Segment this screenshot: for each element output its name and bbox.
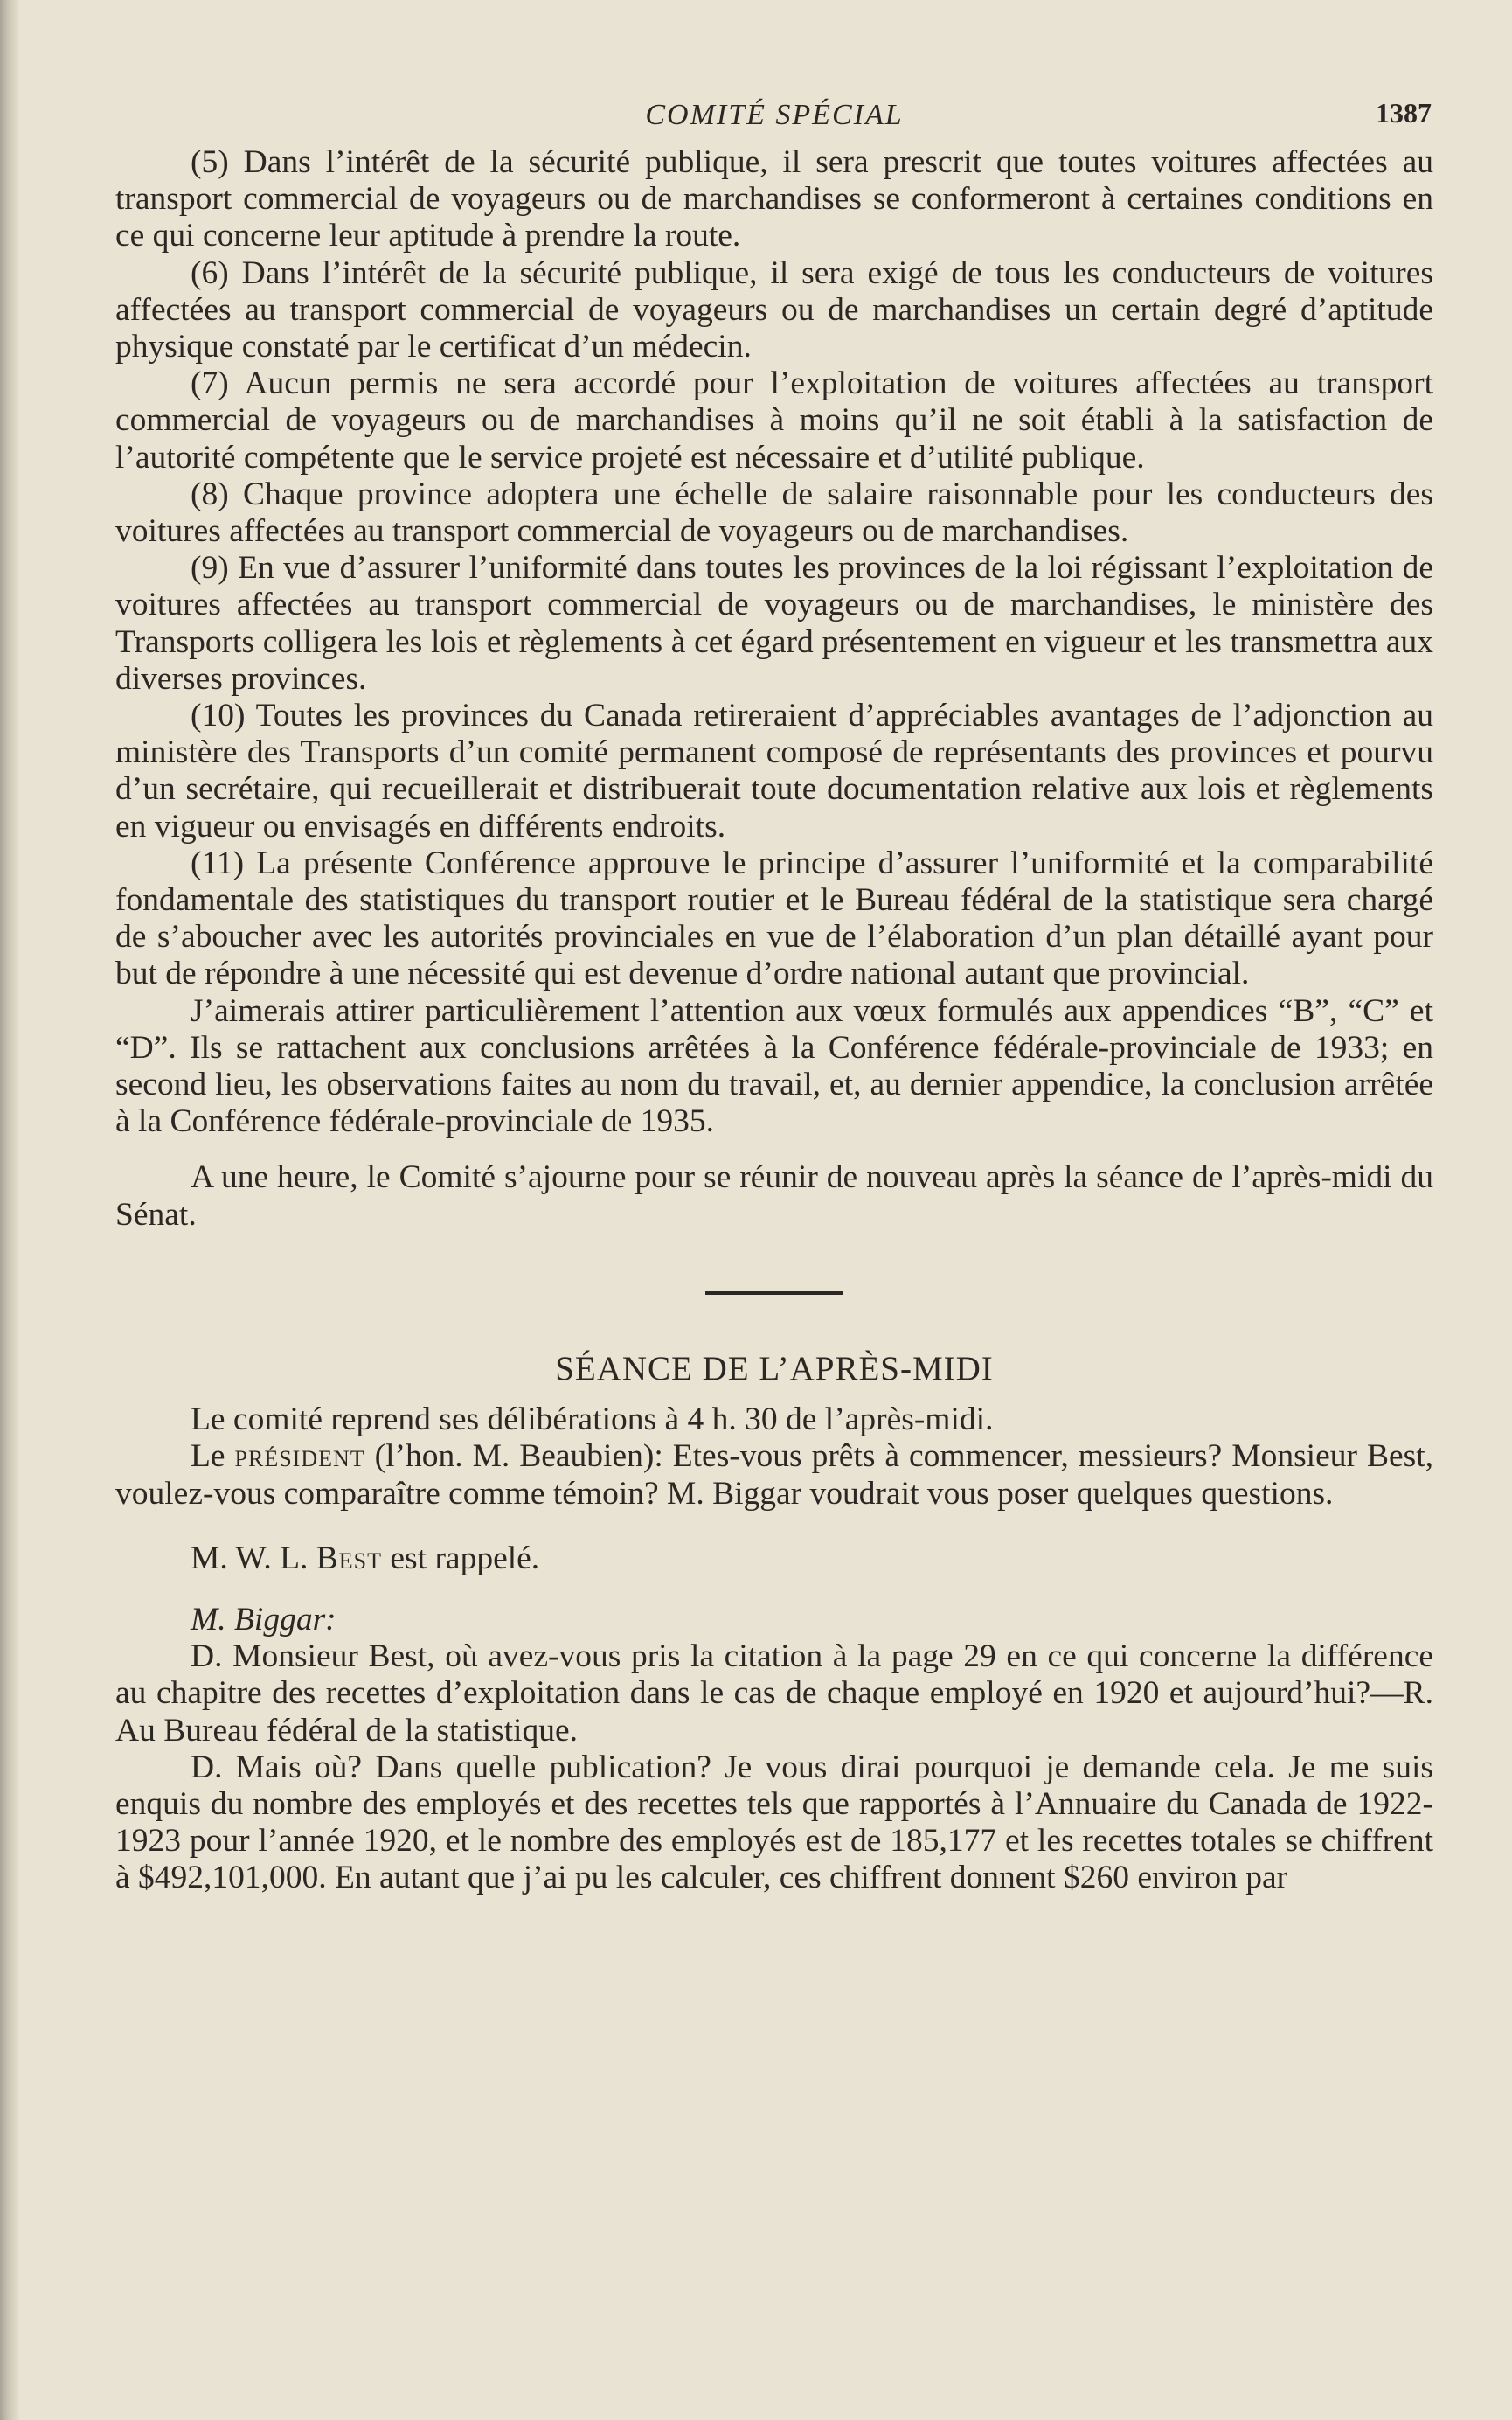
page-number: 1387 xyxy=(1376,97,1432,129)
appendix-note-paragraph: J’aimerais attirer particulièrement l’attention aux vœux formulés aux appendices “B”, “C” et “D”. Ils se rattachent aux conclusions arrêtées à la Conférence fédérale-provinciale de 1933; en second lieu, les observations faites au nom du travail, et, au dernier appendice, la conclusion arrêtée à la Conférence fédérale-provinciale de 1935. xyxy=(115,992,1433,1140)
paragraph-gap xyxy=(115,1140,1433,1159)
numbered-paragraph-5 xyxy=(115,144,1433,255)
numbered-paragraph-10 xyxy=(115,698,1433,845)
paragraph-number: (8) xyxy=(191,476,229,512)
paragraph-text: En vue d’assurer l’uniformité dans toutes les provinces de la loi régissant l’exploitation de voitures affectées au transport commercial de voyageurs ou de marchandises, le ministère des Transports colligera les lois et règlements à cet égard présentement en vigueur et les transmettra aux diverses provinces. xyxy=(115,550,1433,697)
examiner-label: M. Biggar: xyxy=(191,1601,336,1638)
president-label: président xyxy=(234,1438,365,1475)
paragraph-number: (9) xyxy=(191,550,229,587)
paragraph-number: (6) xyxy=(191,254,229,291)
numbered-paragraph-6 xyxy=(115,255,1433,366)
question-answer-1: D. Monsieur Best, où avez-vous pris la citation à la page 29 en ce qui concerne la différence au chapitre des recettes d’exploitation dans le cas de chaque employé en 1920 et aujourd’hui?—R. Au Bureau fédéral de la statistique. xyxy=(115,1638,1433,1749)
witness-recalled-line xyxy=(115,1540,1433,1577)
paragraph-text: Dans l’intérêt de la sécurité publique, il sera exigé de tous les conducteurs de voitures affectées au transport commercial de voyageurs ou de marchandises un certain degré d’aptitude physique constaté par le certificat d’un médecin. xyxy=(115,254,1433,365)
witness-suffix: est rappelé. xyxy=(382,1540,540,1576)
paragraph-text: Chaque province adoptera une échelle de salaire raisonnable pour les conducteurs des voitures affectées au transport commercial de voyageurs ou de marchandises. xyxy=(115,476,1433,550)
paragraph-number: (10) xyxy=(191,698,246,734)
document-page xyxy=(115,92,1433,1897)
paragraph-number: (5) xyxy=(191,144,229,180)
running-title: COMITÉ SPÉCIAL xyxy=(645,99,904,131)
numbered-paragraph-11 xyxy=(115,845,1433,993)
running-header xyxy=(115,92,1433,144)
numbered-paragraph-7 xyxy=(115,365,1433,476)
witness-prefix: M. W. L. xyxy=(191,1540,316,1576)
paragraph-number: (11) xyxy=(191,845,245,881)
paragraph-number: (7) xyxy=(191,365,229,402)
paragraph-text: Aucun permis ne sera accordé pour l’exploitation de voitures affectées au transport commercial de voyageurs ou de marchandises à moins qu’il ne soit établi à la satisfaction de l’autorité compétente que le service projeté est nécessaire et d’utilité publique. xyxy=(115,365,1433,476)
page-binding-edge xyxy=(0,0,19,2420)
adjournment-paragraph: A une heure, le Comité s’ajourne pour se réunir de nouveau après la séance de l’après-midi du Sénat. xyxy=(115,1159,1433,1233)
question-2: D. Mais où? Dans quelle publication? Je vous dirai pourquoi je demande cela. Je me suis enquis du nombre des employés et des recettes tels que rapportés à l’Annuaire du Canada de 1922-1923 pour l’année 1920, et le nombre des employés est de 185,177 et les recettes totales se chiffrent à $492,101,000. En autant que j’ai pu les calculer, ces chiffrent donnent $260 environ par xyxy=(115,1749,1433,1896)
president-paragraph xyxy=(115,1438,1433,1512)
afternoon-session-heading: SÉANCE DE L’APRÈS-MIDI xyxy=(555,1349,994,1387)
president-prefix: Le xyxy=(191,1438,235,1475)
witness-name: Best xyxy=(316,1540,383,1576)
numbered-paragraph-9 xyxy=(115,550,1433,698)
paragraph-text: Toutes les provinces du Canada retireraient d’appréciables avantages de l’adjonction au ministère des Transports d’un comité permanent composé de représentants des provinces et pourvu d’un secrétaire, qui recueillerait et distribuerait toute documentation relative aux lois et règlements en vigueur ou envisagés en différents endroits. xyxy=(115,698,1433,845)
resume-paragraph: Le comité reprend ses délibérations à 4 h. 30 de l’après-midi. xyxy=(191,1401,994,1438)
body-text xyxy=(115,144,1433,1897)
paragraph-text: La présente Conférence approuve le principe d’assurer l’uniformité et la comparabilité fondamentale des statistiques du transport routier et le Bureau fédéral de la statistique sera chargé de s’aboucher avec les autorités provinciales en vue de l’élaboration d’un plan détaillé ayant pour but de répondre à une nécessité qui est devenue d’ordre national autant que provincial. xyxy=(115,845,1433,992)
section-divider-rule xyxy=(705,1291,843,1295)
president-text: (l’hon. M. Beaubien): Etes-vous prêts à commencer, messieurs? Monsieur Best, voulez-vous comparaître comme témoin? M. Biggar voudrait vous poser quelques questions. xyxy=(115,1438,1433,1512)
paragraph-text: Dans l’intérêt de la sécurité publique, il sera prescrit que toutes voitures affectées au transport commercial de voyageurs ou de marchandises se conformeront à certaines conditions en ce qui concerne leur aptitude à prendre la route. xyxy=(115,144,1433,254)
numbered-paragraph-8 xyxy=(115,476,1433,550)
